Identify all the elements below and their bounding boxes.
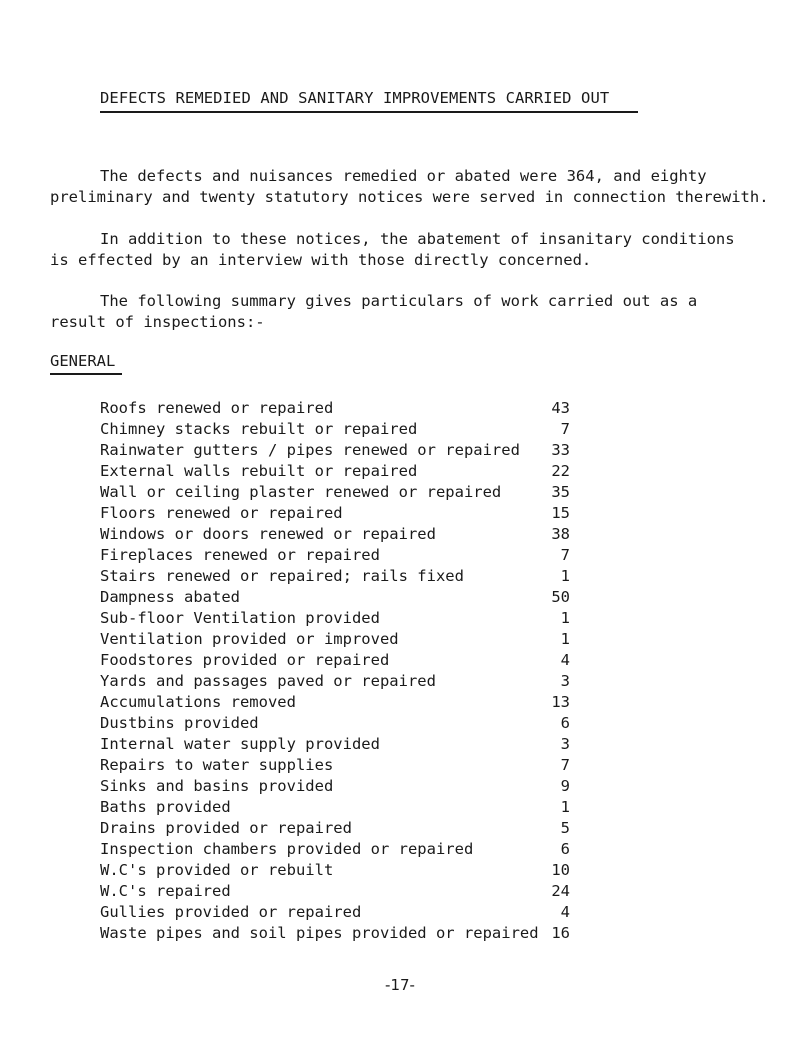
item-count: 6	[560, 714, 570, 732]
title-underline	[100, 111, 638, 113]
item-count: 7	[560, 756, 570, 774]
item-label: External walls rebuilt or repaired	[100, 462, 418, 480]
item-count: 1	[560, 798, 570, 816]
item-label: Sub-floor Ventilation provided	[100, 609, 380, 627]
list-item	[100, 839, 570, 860]
item-count: 43	[551, 399, 570, 417]
list-item	[100, 776, 570, 797]
item-label: Roofs renewed or repaired	[100, 399, 334, 417]
item-label: Accumulations removed	[100, 693, 296, 711]
item-label: Yards and passages paved or repaired	[100, 672, 436, 690]
item-label: Baths provided	[100, 798, 231, 816]
item-count: 10	[551, 861, 570, 879]
item-label: Dustbins provided	[100, 714, 259, 732]
item-label: Ventilation provided or improved	[100, 630, 399, 648]
paragraph-summary-intro	[50, 291, 770, 333]
item-label: Rainwater gutters / pipes renewed or repaired	[100, 441, 520, 459]
item-label: W.C's repaired	[100, 882, 231, 900]
list-item	[100, 482, 570, 503]
item-count: 6	[560, 840, 570, 858]
list-item	[100, 755, 570, 776]
item-count: 22	[551, 462, 570, 480]
page-number: -17-	[385, 976, 415, 994]
item-label: Fireplaces renewed or repaired	[100, 546, 380, 564]
paragraph-line: preliminary and twenty statutory notices were served in connection therewith.	[50, 188, 769, 206]
item-count: 5	[560, 819, 570, 837]
list-item	[100, 902, 570, 923]
list-item	[100, 398, 570, 419]
section-underline	[50, 373, 122, 375]
item-count: 15	[551, 504, 570, 522]
list-item	[100, 587, 570, 608]
paragraph-defects-summary	[50, 166, 770, 208]
list-item	[100, 524, 570, 545]
page-title: DEFECTS REMEDIED AND SANITARY IMPROVEMENTS CARRIED OUT	[100, 89, 610, 107]
item-label: W.C's provided or rebuilt	[100, 861, 334, 879]
item-count: 3	[560, 672, 570, 690]
list-item	[100, 503, 570, 524]
paragraph-line: In addition to these notices, the abatement of insanitary conditions	[100, 230, 735, 248]
section-heading-general: GENERAL	[50, 352, 116, 370]
item-count: 1	[560, 630, 570, 648]
list-item	[100, 671, 570, 692]
list-item	[100, 692, 570, 713]
list-item	[100, 797, 570, 818]
item-count: 38	[551, 525, 570, 543]
item-count: 9	[560, 777, 570, 795]
item-label: Dampness abated	[100, 588, 240, 606]
list-item	[100, 860, 570, 881]
item-label: Floors renewed or repaired	[100, 504, 343, 522]
item-count: 1	[560, 609, 570, 627]
list-item	[100, 419, 570, 440]
item-label: Chimney stacks rebuilt or repaired	[100, 420, 418, 438]
item-label: Wall or ceiling plaster renewed or repaired	[100, 483, 502, 501]
list-item	[100, 629, 570, 650]
paragraph-notices	[50, 229, 770, 271]
list-item	[100, 461, 570, 482]
list-item	[100, 713, 570, 734]
item-label: Foodstores provided or repaired	[100, 651, 390, 669]
item-count: 7	[560, 546, 570, 564]
item-count: 4	[560, 903, 570, 921]
item-label: Internal water supply provided	[100, 735, 380, 753]
paragraph-line: is effected by an interview with those directly concerned.	[50, 251, 592, 269]
item-label: Stairs renewed or repaired; rails fixed	[100, 567, 464, 585]
item-count: 33	[551, 441, 570, 459]
list-item	[100, 881, 570, 902]
list-item	[100, 440, 570, 461]
item-count: 3	[560, 735, 570, 753]
item-count: 7	[560, 420, 570, 438]
paragraph-line: result of inspections:-	[50, 313, 265, 331]
item-label: Inspection chambers provided or repaired	[100, 840, 474, 858]
work-items-list	[100, 398, 570, 944]
item-count: 1	[560, 567, 570, 585]
item-count: 50	[551, 588, 570, 606]
list-item	[100, 608, 570, 629]
item-count: 13	[551, 693, 570, 711]
item-label: Waste pipes and soil pipes provided or repaired	[100, 924, 539, 942]
paragraph-line: The defects and nuisances remedied or abated were 364, and eighty	[100, 167, 707, 185]
list-item	[100, 734, 570, 755]
item-count: 4	[560, 651, 570, 669]
item-label: Sinks and basins provided	[100, 777, 334, 795]
list-item	[100, 818, 570, 839]
paragraph-line: The following summary gives particulars of work carried out as a	[100, 292, 698, 310]
item-label: Windows or doors renewed or repaired	[100, 525, 436, 543]
item-label: Gullies provided or repaired	[100, 903, 362, 921]
list-item	[100, 650, 570, 671]
list-item	[100, 923, 570, 944]
list-item	[100, 545, 570, 566]
item-count: 24	[551, 882, 570, 900]
item-label: Drains provided or repaired	[100, 819, 352, 837]
item-count: 35	[551, 483, 570, 501]
item-label: Repairs to water supplies	[100, 756, 334, 774]
list-item	[100, 566, 570, 587]
item-count: 16	[551, 924, 570, 942]
